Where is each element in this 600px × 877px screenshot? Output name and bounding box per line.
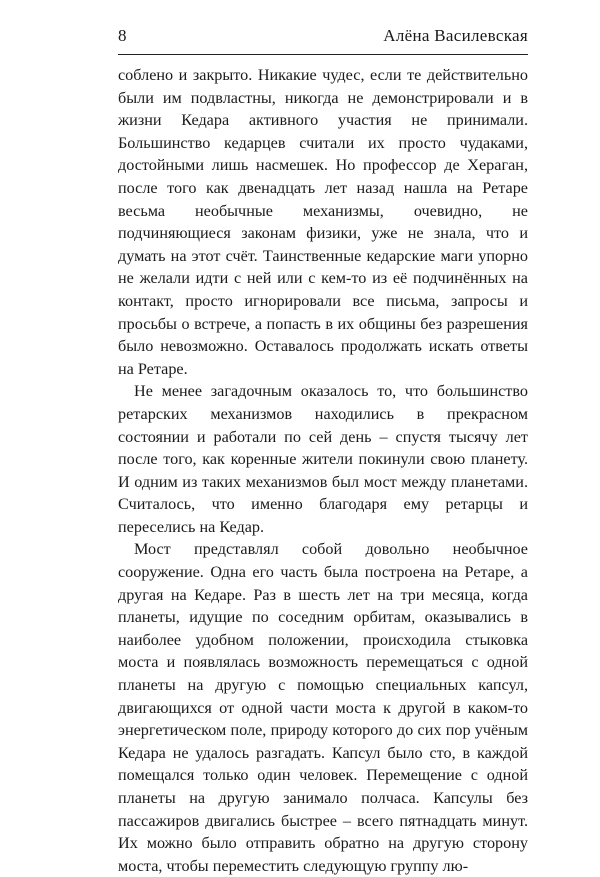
running-head <box>118 24 528 48</box>
paragraph-1: соблено и закрыто. Никакие чудес, если те действительно были им подвластны, никогда не демонстрировали и в жизни Кедара активного участия не принимали. Большинство кедарцев считали их просто чудаками, достойными лишь насмешек. Но профессор де Хераган, после того как двенадцать лет назад нашла на Ретаре весьма необычные механизмы, очевидно, не подчиняющиеся законам физики, уже не знала, что и думать на этот счёт. Таинственные кедарские маги упорно не желали идти с ней или с кем-то из её подчинённых на контакт, просто игнорировали все письма, запросы и просьбы о встрече, а попасть в их общины без разрешения было невозможно. Оставалось продолжать искать ответы на Ретаре. <box>118 66 528 378</box>
body-text <box>118 64 528 877</box>
header-divider <box>118 54 528 55</box>
author-name: Алёна Василевская <box>383 26 528 45</box>
paragraph-2: Не менее загадочным оказалось то, что большинство ретарских механизмов находились в прекрасном состоянии и работали по сей день – спустя тысячу лет после того, как коренные жители покинули свою планету. И одним из таких механизмов был мост между планетами. Считалось, что именно благодаря ему ретарцы и переселись на Кедар. <box>118 382 528 536</box>
page-number: 8 <box>118 26 127 45</box>
paragraph-3: Мост представлял собой довольно необычное сооружение. Одна его часть была построена на Ретаре, а другая на Кедаре. Раз в шесть лет на три месяца, когда планеты, идущие по соседним орбитам, оказывались в наиболее удобном положении, происходила стыковка моста и появлялась возможность перемещаться с одной планеты на другую с помощью специальных капсул, двигающихся от одной части моста к другой в каком-то энергетическом поле, природу которого до сих пор учёным Кедара не удалось разгадать. Капсул было сто, в каждой помещался только один человек. Перемещение с одной планеты на другую занимало полчаса. Капсулы без пассажиров двигались быстрее – всего пятнадцать минут. Их можно было отправить обратно на другую сторону моста, чтобы переместить следующую группу лю- <box>118 540 528 875</box>
